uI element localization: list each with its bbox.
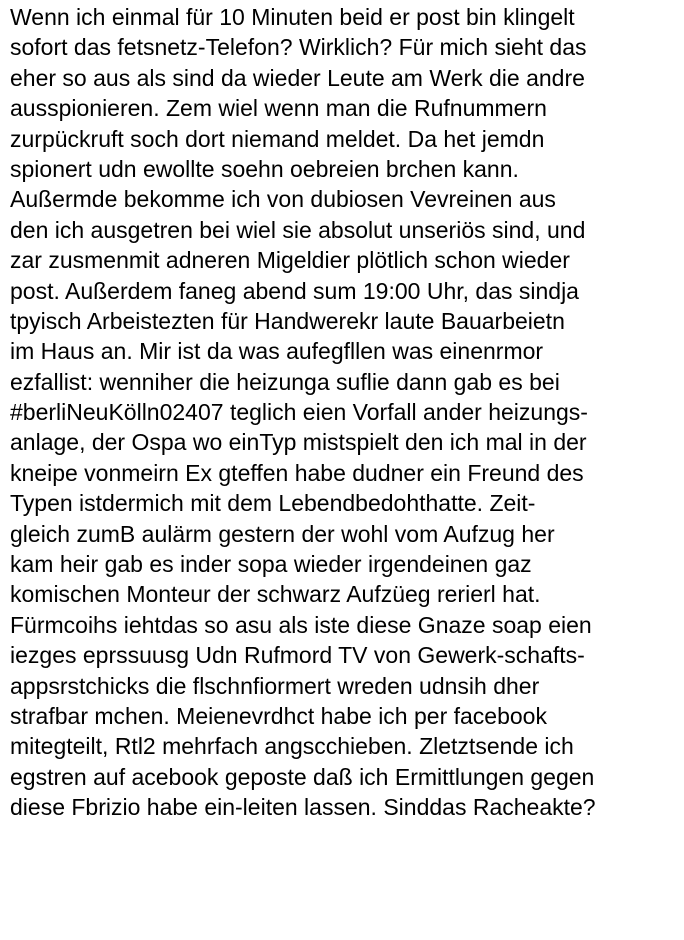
text-line: strafbar mchen. Meienevrdhct habe ich per facebook xyxy=(10,702,547,729)
text-line: mitegteilt, Rtl2 mehrfach angscchieben. Zletztsende ich xyxy=(10,733,574,760)
text-line: kneipe vonmeirn Ex gteffen habe dudner ein Freund des xyxy=(10,459,584,486)
text-line: Wenn ich einmal für 10 Minuten beid er post bin klingelt xyxy=(10,4,575,30)
text-line: ausspionieren. Zem wiel wenn man die Rufnummern xyxy=(10,95,547,122)
text-line: ezfallist: wenniher die heizunga suflie dann gab es bei xyxy=(10,368,560,395)
text-line: kam heir gab es inder sopa wieder irgendeinen gaz xyxy=(10,551,532,578)
text-line: tpyisch Arbeistezten für Handwerekr laute Bauarbeietn xyxy=(10,307,565,334)
document-text xyxy=(10,2,684,823)
text-line: sofort das fetsnetz-Telefon? Wirklich? Für mich sieht das xyxy=(10,34,587,61)
text-line: spionert udn ewollte soehn oebreien brchen kann. xyxy=(10,155,519,182)
text-line: im Haus an. Mir ist da was aufegfllen was einenrmor xyxy=(10,338,544,365)
text-line: diese Fbrizio habe ein-leiten lassen. Sinddas Racheakte? xyxy=(10,794,596,821)
text-line: Außermde bekomme ich von dubiosen Vevreinen aus xyxy=(10,186,556,213)
text-line: zurpückruft soch dort niemand meldet. Da het jemdn xyxy=(10,125,545,152)
text-line: egstren auf acebook geposte daß ich Ermittlungen gegen xyxy=(10,763,595,790)
text-line: Typen istdermich mit dem Lebendbedohthatte. Zeit- xyxy=(10,490,536,517)
text-line: komischen Monteur der schwarz Aufzüeg rerierl hat. xyxy=(10,581,541,608)
text-line: eher so aus als sind da wieder Leute am Werk die andre xyxy=(10,64,585,91)
text-line: iezges eprssuusg Udn Rufmord TV von Gewerk-schafts- xyxy=(10,642,585,669)
text-line: anlage, der Ospa wo einTyp mistspielt den ich mal in der xyxy=(10,429,587,456)
text-line: #berliNeuKölln02407 teglich eien Vorfall ander heizungs- xyxy=(10,399,588,426)
text-line: gleich zumB aulärm gestern der wohl vom Aufzug her xyxy=(10,520,555,547)
text-line: den ich ausgetren bei wiel sie absolut unseriös sind, und xyxy=(10,216,586,243)
text-line: Fürmcoihs iehtdas so asu als iste diese Gnaze soap eien xyxy=(10,611,592,638)
text-line: appsrstchicks die flschnfiormert wreden udnsih dher xyxy=(10,672,540,699)
text-line: zar zusmenmit adneren Migeldier plötlich schon wieder xyxy=(10,247,570,274)
text-line: post. Außerdem faneg abend sum 19:00 Uhr, das sindja xyxy=(10,277,579,304)
